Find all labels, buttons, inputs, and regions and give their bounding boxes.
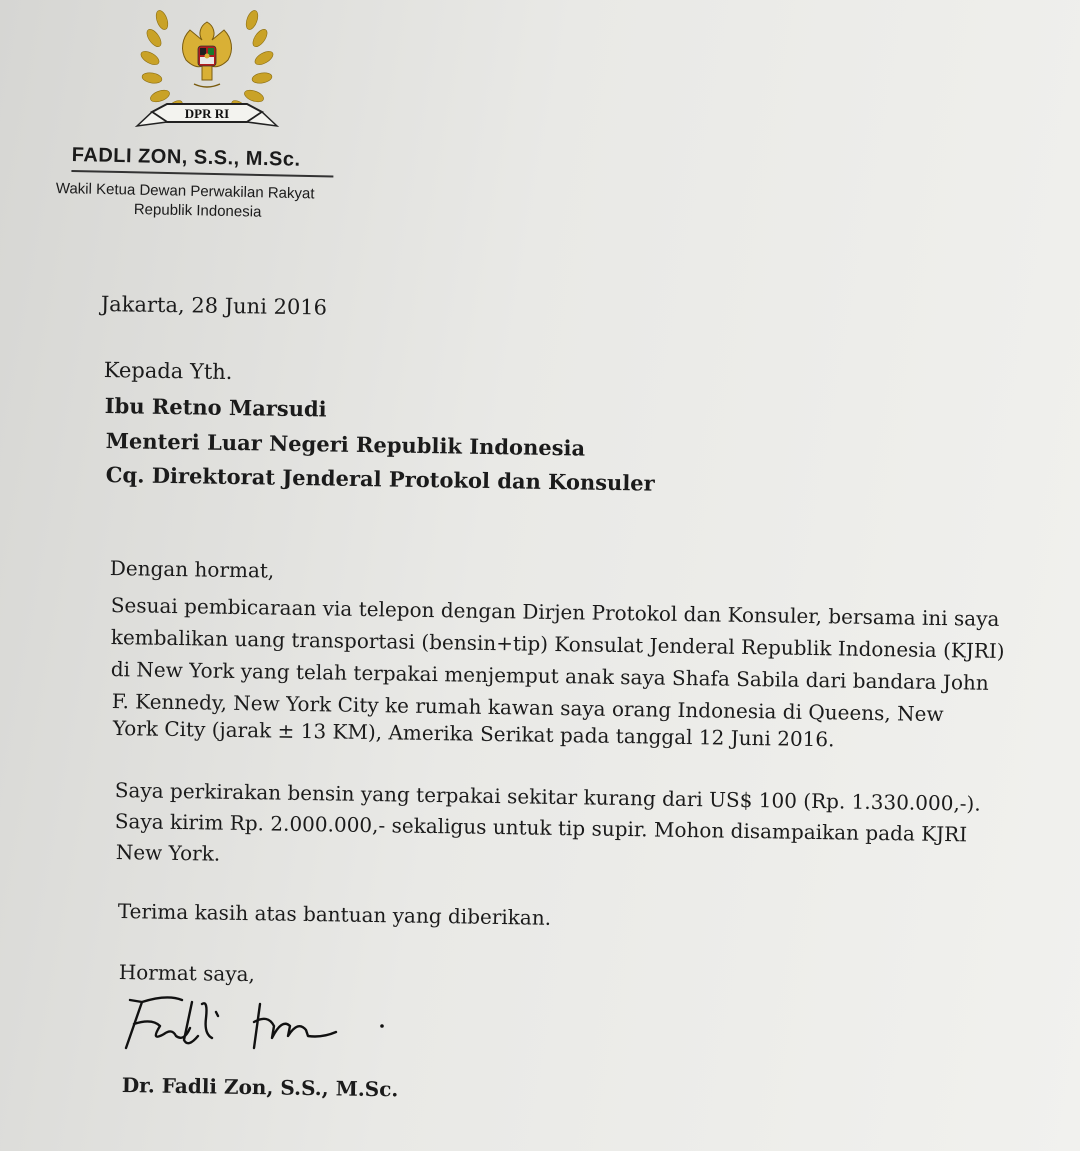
- body-line: F. Kennedy, New York City ke rumah kawan saya orang Indonesia di Queens, New: [111, 689, 944, 727]
- letterhead-position-line1: Wakil Ketua Dewan Perwakilan Rakyat: [55, 180, 315, 203]
- body-line: Saya kirim Rp. 2.000.000,- sekaligus untuk tip supir. Mohon disampaikan pada KJRI: [114, 809, 968, 847]
- emblem-label: DPR RI: [184, 106, 230, 121]
- body-line: Saya perkirakan bensin yang terpakai sekitar kurang dari US$ 100 (Rp. 1.330.000,-).: [114, 778, 981, 816]
- recipient-cq: Cq. Direktorat Jenderal Protokol dan Konsuler: [105, 462, 655, 496]
- signatory-name: Dr. Fadli Zon, S.S., M.Sc.: [121, 1073, 399, 1102]
- recipient-name: Ibu Retno Marsudi: [104, 393, 327, 422]
- recipient-salutation: Kepada Yth.: [103, 358, 233, 385]
- closing-line: Hormat saya,: [118, 960, 256, 987]
- body-line: di New York yang telah terpakai menjemput anak saya Shafa Sabila dari bandara John: [110, 657, 989, 695]
- letter-date: Jakarta, 28 Juni 2016: [100, 292, 328, 320]
- body-line: York City (jarak ± 13 KM), Amerika Serikat pada tanggal 12 Juni 2016.: [112, 716, 835, 752]
- greeting: Dengan hormat,: [109, 556, 275, 583]
- signature: [112, 990, 402, 1060]
- dpr-emblem-icon: [132, 0, 282, 138]
- body-line: Sesuai pembicaraan via telepon dengan Dirjen Protokol dan Konsuler, bersama ini saya: [110, 593, 1000, 631]
- letterhead-name: FADLI ZON, S.S., M.Sc.: [71, 144, 334, 177]
- body-line: kembalikan uang transportasi (bensin+tip) Konsulat Jenderal Republik Indonesia (KJRI): [110, 625, 1005, 664]
- body-line: New York.: [115, 840, 221, 866]
- recipient-title: Menteri Luar Negeri Republik Indonesia: [105, 428, 586, 461]
- letterhead-position-line2: Republik Indonesia: [133, 201, 262, 221]
- thanks-line: Terima kasih atas bantuan yang diberikan.: [117, 899, 552, 930]
